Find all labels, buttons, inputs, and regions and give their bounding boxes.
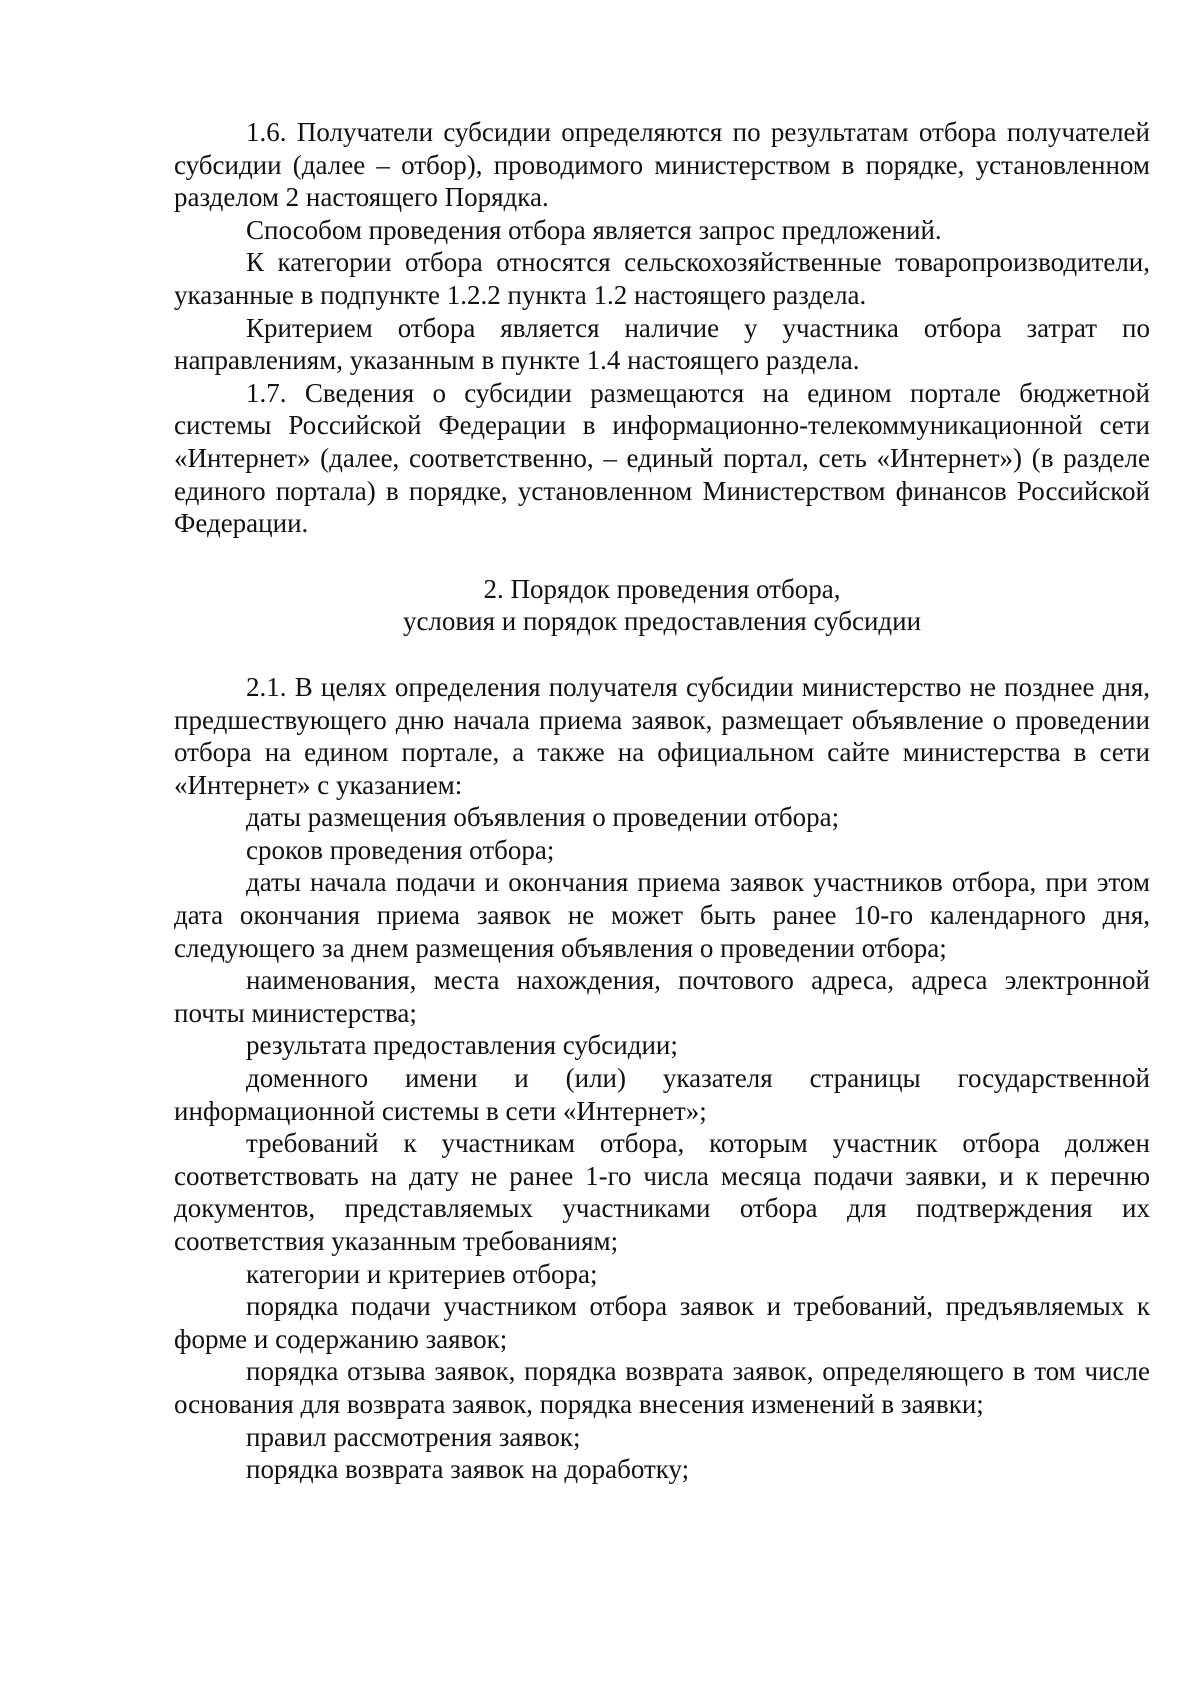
list-item-application-dates: даты начала подачи и окончания приема заявок участников отбора, при этом дата окончания приема заявок не может быть ранее 10-го календарного дня, следующего за днем размещения объявления о проведении отбора;: [174, 867, 1150, 963]
paragraph-1-7: 1.7. Сведения о субсидии размещаются на едином портале бюджетной системы Российской Федерации в информационно-телекоммуникационной сети «Интернет» (далее, соответственно, – единый портал, сеть «Интернет») (в разделе единого портала) в порядке, установленном Министерством финансов Российской Федерации.: [174, 377, 1150, 539]
section-heading-line-2: условия и порядок предоставления субсидии: [402, 606, 922, 637]
list-item-ministry-contacts: наименования, места нахождения, почтового адреса, адреса электронной почты министерства;: [174, 965, 1150, 1028]
document-body: [174, 116, 1150, 1486]
list-item-withdrawal-procedure: порядка отзыва заявок, порядка возврата заявок, определяющего в том числе основания для возврата заявок, порядка внесения изменений в заявки;: [174, 1356, 1150, 1419]
list-item-review-rules: правил рассмотрения заявок;: [246, 1421, 581, 1452]
list-item-subsidy-result: результата предоставления субсидии;: [246, 1030, 678, 1061]
list-item-categories-criteria: категории и критериев отбора;: [246, 1258, 598, 1289]
paragraph-selection-method: Способом проведения отбора является запрос предложений.: [246, 214, 942, 245]
paragraph-selection-criterion: Критерием отбора является наличие у участника отбора затрат по направлениям, указанным в пункте 1.4 настоящего раздела.: [174, 312, 1150, 376]
paragraph-selection-category: К категории отбора относятся сельскохозяйственные товаропроизводители, указанные в подпункте 1.2.2 пункта 1.2 настоящего раздела.: [174, 247, 1150, 310]
section-heading-line-1: 2. Порядок проведения отбора,: [483, 573, 841, 604]
paragraph-1-6: 1.6. Получатели субсидии определяются по результатам отбора получателей субсидии (далее – отбор), проводимого министерством в порядке, установленном разделом 2 настоящего Порядка.: [174, 117, 1150, 213]
paragraph-2-1: 2.1. В целях определения получателя субсидии министерство не позднее дня, предшествующего дню начала приема заявок, размещает объявление о проведении отбора на едином портале, а также на официальном сайте министерства в сети «Интернет» с указанием:: [174, 671, 1150, 800]
section-heading: [174, 573, 1150, 638]
list-item-domain-name: доменного имени и (или) указателя страницы государственной информационной системы в сети «Интернет»;: [174, 1063, 1150, 1126]
list-item-announcement-date: даты размещения объявления о проведении отбора;: [246, 802, 840, 833]
list-item-return-for-revision: порядка возврата заявок на доработку;: [246, 1454, 690, 1485]
list-item-participant-requirements: требований к участникам отбора, которым участник отбора должен соответствовать на дату не ранее 1-го числа месяца подачи заявки, и к перечню документов, представляемых участниками отбора для подтверждения их соответствия указанным требованиям;: [174, 1128, 1150, 1256]
list-item-submission-procedure: порядка подачи участником отбора заявок и требований, предъявляемых к форме и содержанию заявок;: [174, 1291, 1150, 1354]
list-item-selection-terms: сроков проведения отбора;: [246, 834, 555, 865]
